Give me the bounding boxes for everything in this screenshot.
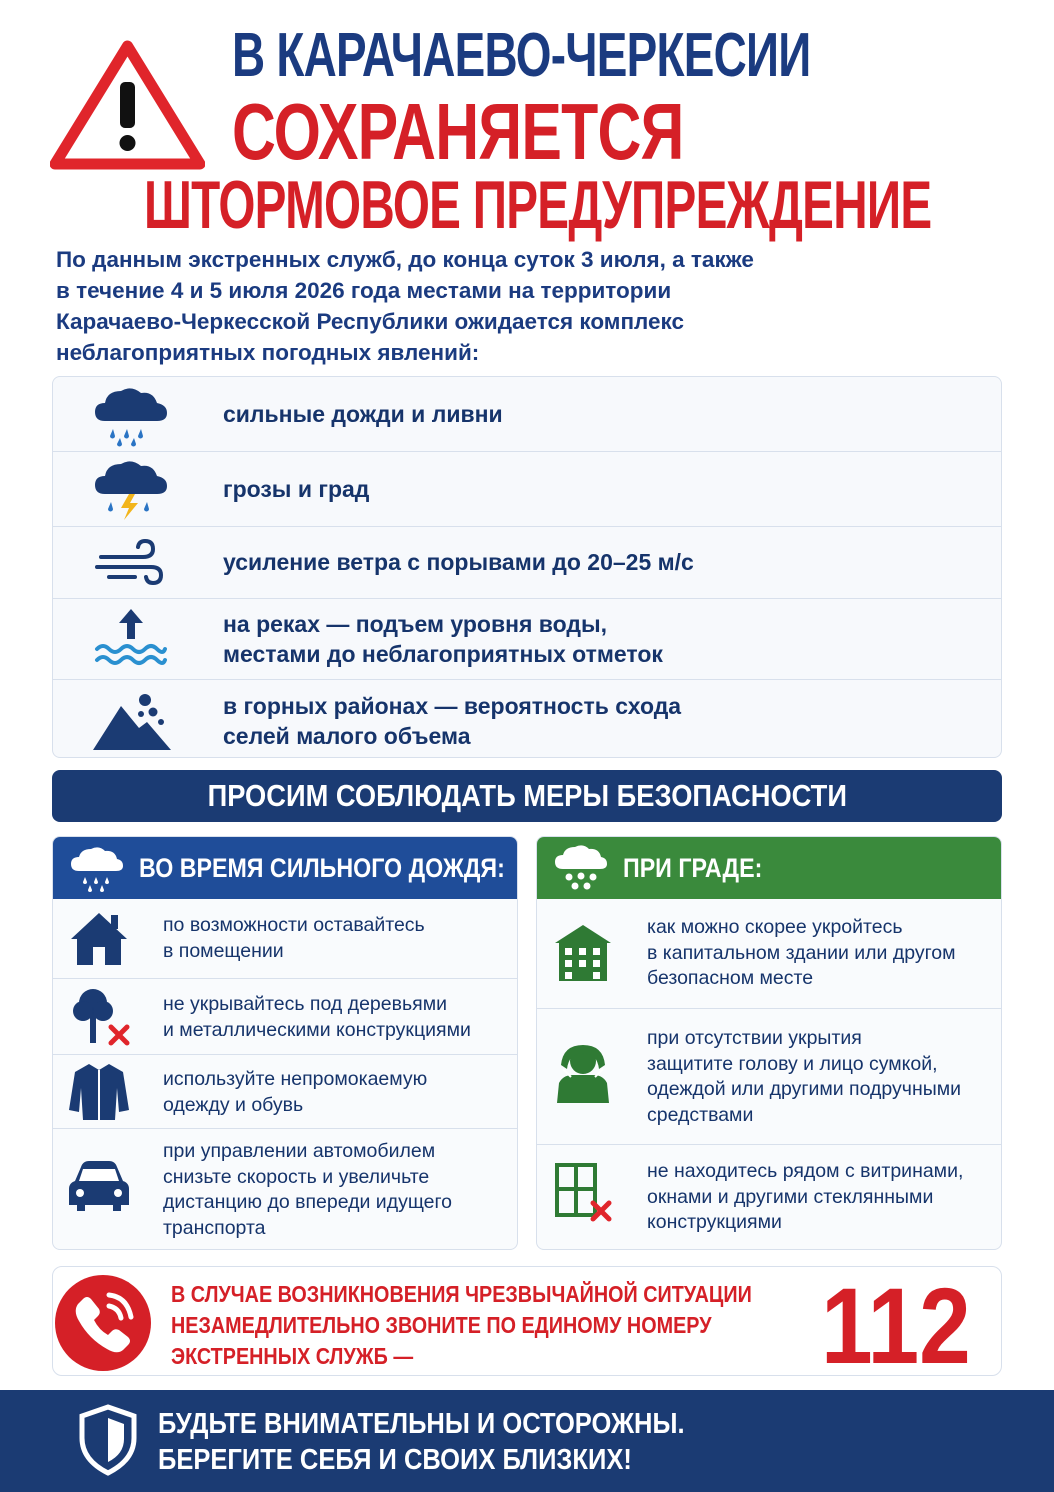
safety-banner bbox=[52, 770, 1002, 822]
emergency-box bbox=[52, 1265, 1002, 1386]
hail-card bbox=[536, 836, 1002, 1250]
rain-card-header bbox=[53, 837, 517, 899]
emergency-number[interactable]: 112 bbox=[821, 1265, 971, 1386]
jacket-icon bbox=[67, 1060, 131, 1124]
phone-icon bbox=[53, 1273, 153, 1373]
item-text: не укрывайтесь под деревьями и металлическими конструкциями bbox=[163, 993, 471, 1041]
phenomenon-row bbox=[53, 599, 1002, 680]
house-icon bbox=[67, 907, 131, 971]
building-icon bbox=[551, 921, 615, 985]
hail-cloud-icon bbox=[553, 845, 609, 893]
intro-text bbox=[56, 244, 836, 368]
list-item bbox=[537, 899, 1001, 1009]
wind-icon bbox=[91, 531, 171, 595]
title-line-2: СОХРАНЯЕТСЯ bbox=[232, 87, 684, 176]
intro-line: По данным экстренных служб, до конца суток 3 июля, а также bbox=[56, 247, 754, 272]
phenomenon-row bbox=[53, 527, 1002, 599]
car-icon bbox=[67, 1153, 131, 1217]
item-text: используйте непромокаемую одежду и обувь bbox=[163, 1068, 428, 1116]
list-item bbox=[53, 979, 517, 1055]
list-item bbox=[53, 899, 517, 979]
phenomenon-text: усиление ветра с порывами до 20–25 м/с bbox=[223, 549, 694, 575]
item-text: при отсутствии укрытия защитите голову и лицо сумкой, одеждой или другими подручными средствами bbox=[647, 1027, 962, 1126]
rain-card bbox=[52, 836, 518, 1250]
header bbox=[0, 0, 1054, 243]
rain-cloud-icon bbox=[69, 845, 125, 893]
list-item bbox=[537, 1009, 1001, 1145]
phenomena-list bbox=[52, 376, 1002, 758]
phenomenon-text: сильные дожди и ливни bbox=[223, 401, 503, 427]
phenomenon-row bbox=[53, 680, 1002, 758]
list-item bbox=[53, 1129, 517, 1250]
rain-cloud-icon bbox=[91, 383, 171, 447]
thunderstorm-icon bbox=[91, 458, 171, 522]
list-item bbox=[537, 1145, 1001, 1250]
emergency-text: В СЛУЧАЕ ВОЗНИКНОВЕНИЯ ЧРЕЗВЫЧАЙНОЙ СИТУАЦИИ НЕЗАМЕДЛИТЕЛЬНО ЗВОНИТЕ ПО ЕДИНОМУ НОМЕРУ ЭКСТРЕННЫХ СЛУЖБ — bbox=[171, 1281, 752, 1369]
item-text: по возможности оставайтесь в помещении bbox=[163, 914, 425, 962]
water-rise-icon bbox=[91, 607, 171, 671]
phenomenon-row bbox=[53, 452, 1002, 527]
shield-icon bbox=[78, 1404, 138, 1476]
intro-line: Карачаево-Черкесской Республики ожидается комплекс bbox=[56, 309, 685, 334]
phenomenon-text: в горных районах — вероятность схода селей малого объема bbox=[223, 693, 682, 749]
window-cross-icon bbox=[551, 1161, 615, 1225]
list-item bbox=[53, 1055, 517, 1129]
item-text: как можно скорее укройтесь в капитальном здании или другом безопасном месте bbox=[647, 916, 956, 989]
intro-line: в течение 4 и 5 июля 2026 года местами на территории bbox=[56, 278, 672, 303]
hail-card-header bbox=[537, 837, 1001, 899]
item-text: при управлении автомобилем снизьте скорость и увеличьте дистанцию до впереди идущего транспорта bbox=[163, 1140, 453, 1239]
mudslide-icon bbox=[91, 688, 171, 752]
footer-text: БУДЬТЕ ВНИМАТЕЛЬНЫ И ОСТОРОЖНЫ. БЕРЕГИТЕ СЕБЯ И СВОИХ БЛИЗКИХ! bbox=[158, 1408, 685, 1476]
protect-head-icon bbox=[551, 1039, 615, 1103]
phenomenon-row bbox=[53, 377, 1002, 452]
item-text: не находитесь рядом с витринами, окнами и другими стеклянными конструкциями bbox=[647, 1160, 964, 1233]
phenomenon-text: на реках — подъем уровня воды, местами до неблагоприятных отметок bbox=[223, 611, 663, 667]
title-line-1: В КАРАЧАЕВО-ЧЕРКЕСИИ bbox=[232, 21, 811, 90]
footer bbox=[0, 1390, 1054, 1492]
tree-cross-icon bbox=[67, 985, 131, 1049]
warning-triangle-icon bbox=[50, 40, 205, 170]
phenomenon-text: грозы и град bbox=[223, 476, 370, 502]
title-line-3: ШТОРМОВОЕ ПРЕДУПРЕЖДЕНИЕ bbox=[144, 167, 932, 243]
safety-banner-text: ПРОСИМ СОБЛЮДАТЬ МЕРЫ БЕЗОПАСНОСТИ bbox=[207, 778, 847, 813]
intro-line: неблагоприятных погодных явлений: bbox=[56, 340, 480, 365]
rain-card-title: ВО ВРЕМЯ СИЛЬНОГО ДОЖДЯ: bbox=[139, 853, 505, 883]
hail-card-title: ПРИ ГРАДЕ: bbox=[623, 853, 763, 883]
